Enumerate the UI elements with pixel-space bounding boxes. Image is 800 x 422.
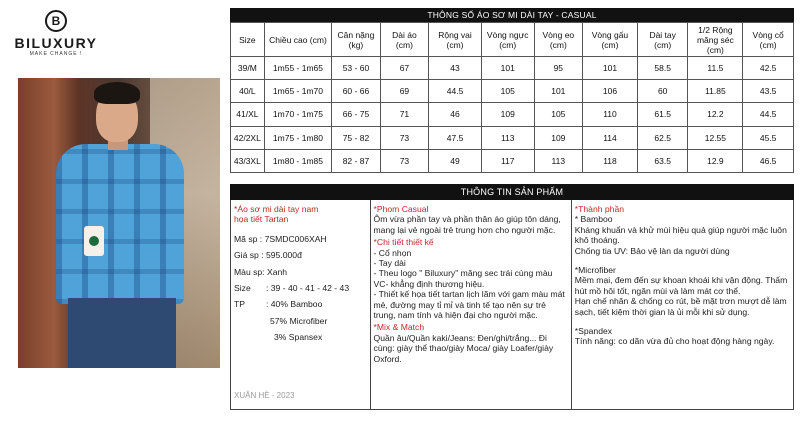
cell-sleeve: 62.5 xyxy=(637,126,688,149)
micro-text-1: Mềm mại, đem đến sự khoan khoái khi vận động. Thấm hút mồ hôi tốt, ngăn mùi và làm mát cơ thể. xyxy=(574,275,788,296)
cell-chest: 109 xyxy=(481,103,534,126)
cell-height: 1m80 - 1m85 xyxy=(264,149,331,172)
cell-waist: 113 xyxy=(534,149,582,172)
cell-cuff: 12.55 xyxy=(688,126,743,149)
cell-collar: 43.5 xyxy=(743,80,794,103)
micro-title: *Microfiber xyxy=(574,265,616,276)
cell-height: 1m70 - 1m75 xyxy=(264,103,331,126)
size-chart-table xyxy=(230,22,794,173)
product-design xyxy=(371,200,572,409)
design-item: - Cổ nhọn xyxy=(373,247,412,258)
cell-waist: 105 xyxy=(534,103,582,126)
cell-collar: 45.5 xyxy=(743,126,794,149)
cell-weight: 53 - 60 xyxy=(332,57,380,80)
header-waist: Vòng eo (cm) xyxy=(534,23,582,57)
header-cuff: 1/2 Rộng măng séc (cm) xyxy=(688,23,743,57)
product-model-photo xyxy=(18,78,220,368)
brand-tagline: MAKE CHANGE ! xyxy=(29,51,83,57)
product-info-title: THÔNG TIN SẢN PHẨM xyxy=(230,184,794,200)
header-sleeve: Dài tay (cm) xyxy=(637,23,688,57)
cell-length: 67 xyxy=(380,57,428,80)
cell-chest: 117 xyxy=(481,149,534,172)
product-size-value: : 39 - 40 - 41 - 42 - 43 xyxy=(266,282,350,293)
form-title: *Phom Casual xyxy=(373,204,429,214)
cell-size: 40/L xyxy=(231,80,265,103)
design-item: - Tay dài xyxy=(373,258,406,269)
cell-height: 1m65 - 1m70 xyxy=(264,80,331,103)
product-code: Mã sp : 7SMDC006XAH xyxy=(234,233,327,244)
brand-logo xyxy=(0,10,112,70)
cell-hem: 106 xyxy=(583,80,638,103)
size-chart-header-row xyxy=(231,23,794,57)
design-title: *Chi tiết thiết kế xyxy=(373,237,434,248)
cell-chest: 113 xyxy=(481,126,534,149)
cell-length: 71 xyxy=(380,103,428,126)
cell-size: 42/2XL xyxy=(231,126,265,149)
cell-cuff: 12.2 xyxy=(688,103,743,126)
cell-shoulder: 44.5 xyxy=(429,80,482,103)
header-chest: Vòng ngực (cm) xyxy=(481,23,534,57)
spandex-title: *Spandex xyxy=(574,326,613,337)
cell-sleeve: 61.5 xyxy=(637,103,688,126)
cell-height: 1m55 - 1m65 xyxy=(264,57,331,80)
cell-waist: 109 xyxy=(534,126,582,149)
design-item: - Theu logo " Biluxury" măng sec trái cùng màu VC- khẳng định thương hiệu. xyxy=(373,268,553,289)
cell-cuff: 11.5 xyxy=(688,57,743,80)
product-size-row xyxy=(234,280,367,296)
header-collar: Vòng cổ (cm) xyxy=(743,23,794,57)
cell-sleeve: 63.5 xyxy=(637,149,688,172)
cell-length: 69 xyxy=(380,80,428,103)
product-material-2: 57% Microfiber xyxy=(270,315,328,326)
bamboo-title: * Bamboo xyxy=(574,214,613,225)
bamboo-text-1: Kháng khuẩn và khử mùi hiệu quả giúp người mặc luôn khô thoáng. xyxy=(574,224,787,246)
header-hem: Vòng gấu (cm) xyxy=(583,23,638,57)
cell-collar: 46.5 xyxy=(743,149,794,172)
cell-waist: 101 xyxy=(534,80,582,103)
size-chart xyxy=(230,8,794,173)
cell-cuff: 11.85 xyxy=(688,80,743,103)
cell-shoulder: 47.5 xyxy=(429,126,482,149)
header-length: Dài áo (cm) xyxy=(380,23,428,57)
table-row xyxy=(231,103,794,126)
cell-weight: 75 - 82 xyxy=(332,126,380,149)
product-size-label: Size xyxy=(234,282,251,293)
cell-waist: 95 xyxy=(534,57,582,80)
cell-length: 73 xyxy=(380,126,428,149)
mix-text: Quần âu/Quần kaki/Jeans: Đen/ghi/trắng... Đi cùng: giày thể thao/giày Moca/ giày Loafer/giày Oxford. xyxy=(373,332,554,364)
header-height: Chiều cao (cm) xyxy=(264,23,331,57)
product-info xyxy=(230,184,794,410)
mix-title: *Mix & Match xyxy=(373,322,425,333)
header-size: Size xyxy=(231,23,265,57)
brand-mark-icon: B xyxy=(45,10,67,32)
cell-shoulder: 43 xyxy=(429,57,482,80)
cell-size: 41/XL xyxy=(231,103,265,126)
product-material-1: : 40% Bamboo xyxy=(266,299,323,310)
product-basics xyxy=(231,200,371,409)
product-material-3: 3% Spansex xyxy=(274,332,323,343)
table-row xyxy=(231,126,794,149)
cell-hem: 101 xyxy=(583,57,638,80)
product-name-line2: họa tiết Tartan xyxy=(234,214,289,225)
material-title: *Thành phần xyxy=(574,204,625,214)
cell-size: 39/M xyxy=(231,57,265,80)
table-row xyxy=(231,149,794,172)
cell-weight: 82 - 87 xyxy=(332,149,380,172)
cell-collar: 44.5 xyxy=(743,103,794,126)
product-materials xyxy=(572,200,793,409)
bamboo-text-2: Chống tia UV: Bảo vệ làn da người dùng xyxy=(574,245,730,256)
cell-hem: 110 xyxy=(583,103,638,126)
spandex-text: Tính năng: co dãn vừa đủ cho hoạt động hàng ngày. xyxy=(574,336,775,347)
photo-shirt xyxy=(56,144,184,304)
photo-coffee-cup xyxy=(84,226,104,256)
cell-weight: 66 - 75 xyxy=(332,103,380,126)
product-material-label: TP xyxy=(234,299,245,310)
brand-name: BILUXURY xyxy=(14,35,98,51)
cell-sleeve: 58.5 xyxy=(637,57,688,80)
photo-hair xyxy=(94,82,140,104)
cell-height: 1m75 - 1m80 xyxy=(264,126,331,149)
table-row xyxy=(231,57,794,80)
cell-hem: 114 xyxy=(583,126,638,149)
cell-hem: 118 xyxy=(583,149,638,172)
size-chart-title: THÔNG SỐ ÁO SƠ MI DÀI TAY - CASUAL xyxy=(230,8,794,22)
cell-length: 73 xyxy=(380,149,428,172)
table-row xyxy=(231,80,794,103)
product-name-line1: *Áo sơ mi dài tay nam xyxy=(234,204,319,214)
header-shoulder: Rộng vai (cm) xyxy=(429,23,482,57)
product-material-row xyxy=(234,296,367,312)
cell-shoulder: 49 xyxy=(429,149,482,172)
product-color: Màu sp: Xanh xyxy=(234,266,288,277)
micro-text-2: Hạn chế nhăn & chống co rút, bề mặt trơn mượt dễ làm sạch, tiết kiệm thời gian là ủi mỗi khi sử dụng. xyxy=(574,296,787,317)
photo-jeans xyxy=(68,298,176,368)
cell-chest: 105 xyxy=(481,80,534,103)
cell-size: 43/3XL xyxy=(231,149,265,172)
cell-cuff: 12.9 xyxy=(688,149,743,172)
cell-shoulder: 46 xyxy=(429,103,482,126)
product-price: Giá sp : 595.000đ xyxy=(234,250,302,261)
season-label: XUÂN HÈ - 2023 xyxy=(234,390,295,400)
cell-sleeve: 60 xyxy=(637,80,688,103)
design-item: - Thiết kế họa tiết tartan lịch lãm với gam màu mát mẻ, đường may tỉ mỉ và tinh tế tạo nên sự trẻ trung, nam tính và hiện đại cho người mặc. xyxy=(373,289,565,321)
cell-weight: 60 - 66 xyxy=(332,80,380,103)
cell-collar: 42.5 xyxy=(743,57,794,80)
product-info-body xyxy=(230,200,794,410)
product-specs xyxy=(234,231,367,346)
form-text: Ôm vừa phần tay và phần thân áo giúp tôn dáng, mang lại vẻ ngoài trẻ trung hơn cho người mặc. xyxy=(373,214,561,235)
cell-chest: 101 xyxy=(481,57,534,80)
header-weight: Cân nặng (kg) xyxy=(332,23,380,57)
